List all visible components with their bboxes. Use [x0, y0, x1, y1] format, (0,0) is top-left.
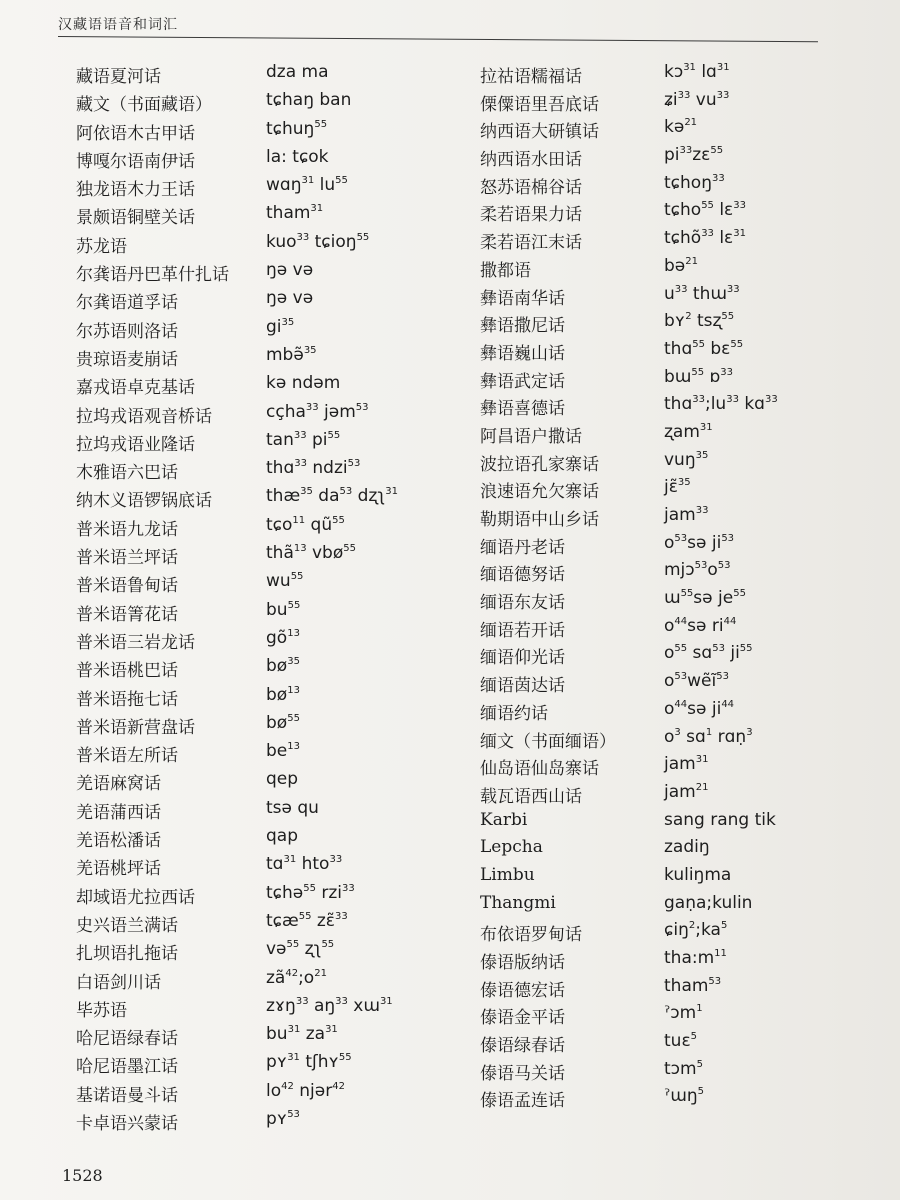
lexicon-entry: [58, 515, 458, 543]
word-form: $thɑ^{33};lu^{33}$ kɑ$^{33}$: [664, 394, 778, 415]
word-form: bʏ$^2$ tsʐ$^{55}$: [664, 311, 735, 332]
lexicon-entry: [478, 422, 878, 450]
language-name: 载瓦语西山话: [480, 786, 582, 807]
word-form: wɑŋ$^{31}$ $lu^{55}$: [266, 175, 348, 196]
language-name: 史兴语兰满话: [76, 915, 178, 936]
word-form: $o^{53}sə$ $ji^{53}$: [664, 532, 735, 553]
lexicon-entry: [478, 976, 878, 1004]
lexicon-entry: [58, 769, 458, 797]
language-name: 纳西语水田话: [480, 150, 582, 171]
word-form: ˀɯŋ$^5$: [664, 1086, 704, 1107]
word-form: zadiŋ: [664, 837, 710, 858]
language-name: 阿昌语户撒话: [480, 426, 582, 447]
language-name: 波拉语孔家寨话: [480, 454, 599, 475]
lexicon-entry: [58, 90, 458, 118]
lexicon-entry: [478, 1031, 878, 1059]
lexicon-entry: [478, 339, 878, 367]
language-name: 哈尼语绿春话: [76, 1029, 178, 1050]
word-form: bɯ$^{55}$ ɒ$^{33}$: [664, 366, 734, 387]
word-form: ŋə və: [266, 260, 314, 281]
language-name: 羌语桃坪话: [76, 859, 161, 880]
word-form: tɕhuŋ$^{55}$: [266, 118, 328, 139]
word-form: pʏ$^{53}$: [266, 1108, 300, 1129]
word-form: pʏ$^{31}$ tʃhʏ$^{55}$: [266, 1052, 352, 1073]
lexicon-entry: [58, 826, 458, 854]
language-name: 拉祜语糯福话: [480, 67, 582, 87]
language-name: Thangmi: [480, 892, 556, 913]
lexicon-entry: [478, 810, 878, 838]
language-name: 却域语尤拉西话: [76, 887, 195, 908]
lexicon-entry: [478, 643, 878, 671]
lexicon-entry: [58, 628, 458, 656]
word-form: thɑ$^{33}$ ndzi$^{53}$: [266, 458, 361, 479]
word-form: sang rang tik: [664, 809, 776, 830]
word-form: $mjɔ^{53}o^{53}$: [664, 560, 731, 581]
lexicon-entry: [58, 656, 458, 684]
lexicon-entry: [58, 600, 458, 628]
lexicon-entry: [478, 367, 878, 395]
language-name: 拉坞戎语观音桥话: [76, 406, 212, 427]
language-name: 浪速语允欠寨话: [480, 482, 599, 503]
language-name: 普米语三岩龙话: [76, 632, 195, 653]
language-name: 普米语左所话: [76, 746, 178, 767]
lexicon-entry: [478, 699, 878, 727]
lexicon-entry: [478, 1003, 878, 1031]
word-form: jam$^{31}$: [664, 754, 709, 775]
language-name: 阿依语木古甲话: [76, 123, 195, 144]
lexicon-entry: [58, 430, 458, 458]
lexicon-entry: [478, 782, 878, 810]
word-form: tɕhõ$^{33}$ lɛ$^{31}$: [664, 228, 746, 249]
language-name: Limbu: [480, 864, 535, 885]
lexicon-entry: [58, 911, 458, 939]
lexicon-entry: [58, 939, 458, 967]
word-form: jam$^{21}$: [664, 781, 709, 802]
word-form: $pi^{33}zɛ^{55}$: [664, 145, 724, 166]
word-form: $tha:m^{11}$: [664, 948, 727, 968]
language-name: 缅语德努话: [480, 565, 565, 586]
word-form: $o^{53}wẽĩ^{53}$: [664, 671, 729, 692]
header-rule: [58, 36, 818, 42]
lexicon-entry: [478, 145, 878, 173]
language-name: 普米语兰坪话: [76, 548, 178, 569]
lexicon-entry: [478, 200, 878, 228]
word-form: qap: [266, 826, 298, 847]
lexicon-entry: [58, 1052, 458, 1080]
language-name: 普米语拖七话: [76, 689, 178, 710]
lexicon-entry: [478, 616, 878, 644]
word-form: bə$^{21}$: [664, 255, 698, 276]
lexicon-entry: [478, 865, 878, 893]
word-form: tɕo$^{11}$ $qũ^{55}$: [266, 514, 345, 535]
lexicon-entry: [478, 284, 878, 312]
language-name: 缅语约话: [480, 703, 548, 724]
word-form: $gi^{35}$: [266, 316, 295, 337]
word-form: $wu^{55}$: [266, 571, 304, 592]
lexicon-entry: [58, 854, 458, 882]
language-name: 缅语若开话: [480, 620, 565, 641]
lexicon-entry: [58, 203, 458, 231]
lexicon-entry: [58, 317, 458, 345]
lexicon-entry: [478, 62, 878, 90]
language-name: 彝语巍山话: [480, 343, 565, 364]
language-name: 纳木义语锣锅底话: [76, 491, 212, 512]
lexicon-entry: [478, 450, 878, 478]
language-name: 布依语罗甸话: [480, 925, 582, 946]
language-name: 独龙语木力王话: [76, 180, 195, 201]
lexicon-entry: [58, 1081, 458, 1109]
language-name: 勒期语中山乡话: [480, 510, 599, 530]
lexicon-entry: [58, 968, 458, 996]
lexicon-entry: [478, 228, 878, 256]
language-name: 景颇语铜壁关话: [76, 208, 195, 229]
lexicon-entry: [58, 345, 458, 373]
word-form: ʑi$^{33}$ $vu^{33}$: [664, 89, 730, 110]
word-form: tɔm$^5$: [664, 1058, 703, 1079]
lexicon-entry: [478, 948, 878, 976]
language-name: 羌语麻窝话: [76, 774, 161, 795]
language-name: 纳西语大研镇话: [480, 122, 599, 143]
word-form: $u^{33}$ thɯ$^{33}$: [664, 283, 740, 304]
language-name: 傈僳语里吾底话: [480, 94, 599, 115]
lexicon-entry: [58, 798, 458, 826]
language-name: 缅语东友话: [480, 593, 565, 614]
lexicon-entry: [58, 175, 458, 203]
word-form: $o^{44}sə$ $ji^{44}$: [664, 698, 735, 719]
language-name: 博嘎尔语南伊话: [76, 151, 195, 172]
word-form: tham$^{31}$: [266, 203, 324, 224]
word-form: $o^3$ sɑ$^1$ rɑṇ$^3$: [664, 726, 753, 747]
word-form: mbə̃$^{35}$: [266, 344, 317, 365]
word-form: kuo$^{33}$ tɕioŋ$^{55}$: [266, 231, 370, 252]
language-name: 柔若语江末话: [480, 233, 582, 254]
word-form: jam$^{33}$: [664, 505, 709, 525]
language-name: 傣语绿春话: [480, 1036, 565, 1057]
language-name: 嘉戎语卓克基话: [76, 378, 195, 399]
language-name: 彝语撒尼话: [480, 316, 565, 337]
lexicon-entry: [478, 671, 878, 699]
language-name: 彝语喜德话: [480, 399, 565, 420]
word-form: kuliŋma: [664, 864, 732, 885]
word-form: $bu^{55}$: [266, 599, 301, 620]
lexicon-entry: [58, 147, 458, 175]
language-name: 基诺语曼斗话: [76, 1085, 178, 1106]
lexicon-entry: [478, 837, 878, 865]
language-name: 缅语仰光话: [480, 648, 565, 669]
language-name: 尔苏语则洛话: [76, 321, 178, 342]
language-name: 白语剑川话: [76, 972, 161, 993]
language-name: 普米语新营盘话: [76, 717, 195, 738]
language-name: 缅语丹老话: [480, 537, 565, 558]
lexicon-entry: [58, 62, 458, 90]
language-name: 普米语九龙话: [76, 519, 178, 540]
word-form: ŋə və: [266, 288, 314, 309]
word-form: ʐam$^{31}$: [664, 421, 713, 442]
language-name: 苏龙语: [76, 236, 127, 257]
word-form: tɕhə$^{55}$ rzi$^{33}$: [266, 882, 355, 903]
language-name: 仙岛语仙岛寨话: [480, 759, 599, 780]
word-form: cçha$^{33}$ jəm$^{53}$: [266, 401, 369, 422]
word-form: $lo^{42}$ njər$^{42}$: [266, 1080, 345, 1101]
word-form: $o^{55}$ sɑ$^{53}$ $ji^{55}$: [664, 643, 753, 664]
lexicon-entry: [478, 505, 878, 533]
lexicon-entry: [58, 741, 458, 769]
language-name: 木雅语六巴话: [76, 463, 178, 484]
lexicon-entry: [478, 893, 878, 921]
word-form: tuɛ$^5$: [664, 1031, 698, 1052]
lexicon-entry: [58, 232, 458, 260]
lexicon-entry: [58, 260, 458, 288]
language-name: 卡卓语兴蒙话: [76, 1113, 178, 1134]
lexicon-entry: [58, 996, 458, 1024]
lexicon-entry: [478, 920, 878, 948]
lexicon-entry: [58, 883, 458, 911]
language-name: 毕苏语: [76, 1000, 127, 1021]
word-form: kə$^{21}$: [664, 117, 698, 138]
language-name: 怒苏语棉谷话: [480, 177, 582, 198]
language-name: 藏文（书面藏语）: [76, 95, 212, 116]
language-name: 傣语金平话: [480, 1008, 565, 1029]
word-form: tɕhaŋ ban: [266, 90, 352, 111]
word-form: $gõ^{13}$: [266, 627, 300, 648]
word-form: və$^{55}$ ʐʅ$^{55}$: [266, 939, 335, 960]
word-form: $be^{13}$: [266, 741, 300, 762]
lexicon-entry: [58, 685, 458, 713]
word-form: $o^{44}sə$ $ri^{44}$: [664, 615, 737, 636]
lexicon-entry: [478, 560, 878, 588]
language-name: 傣语德宏话: [480, 980, 565, 1001]
word-form: la: tɕok: [266, 146, 329, 167]
lexicon-entry: [58, 373, 458, 401]
lexicon-entry: [58, 288, 458, 316]
lexicon-entry: [478, 1059, 878, 1087]
language-name: Lepcha: [480, 837, 543, 858]
word-form: kɔ$^{31}$ lɑ$^{31}$: [664, 62, 730, 82]
word-form: gaṇa;kulin: [664, 892, 753, 913]
word-form: vuŋ$^{35}$: [664, 449, 709, 470]
running-header: 汉藏语语音和词汇: [58, 17, 178, 33]
language-name: 傣语马关话: [480, 1063, 565, 1084]
language-name: 普米语鲁甸话: [76, 576, 178, 597]
word-form: tham$^{53}$: [664, 975, 722, 996]
lexicon-entry: [58, 571, 458, 599]
word-form: zɤŋ$^{33}$ $aŋ^{33}$ xɯ$^{31}$: [266, 995, 393, 1016]
language-name: 哈尼语墨江话: [76, 1057, 178, 1078]
lexicon-entry: [58, 1109, 458, 1137]
word-form: kə ndəm: [266, 373, 341, 394]
word-form: $bu^{31}$ $za^{31}$: [266, 1024, 338, 1045]
lexicon-entry: [58, 1024, 458, 1052]
language-name: 柔若语果力话: [480, 205, 582, 226]
lexicon-entry: [478, 588, 878, 616]
lexicon-entry: [478, 394, 878, 422]
language-name: 撒都语: [480, 260, 531, 281]
lexicon-entry: [478, 256, 878, 284]
language-name: 拉坞戎语业隆话: [76, 434, 195, 455]
word-form: tɕhoŋ$^{33}$: [664, 172, 725, 193]
word-form: dza ma: [266, 62, 329, 82]
language-name: 羌语松潘话: [76, 831, 161, 852]
word-form: $ɕiŋ^2;ka^5$: [664, 920, 728, 941]
word-form: ˀɔm$^1$: [664, 1003, 703, 1024]
language-name: 普米语箐花话: [76, 604, 178, 625]
left-column: [58, 62, 458, 1137]
word-form: ɯ$^{55}$sə $je^{55}$: [664, 588, 746, 609]
word-form: jɛ̃$^{35}$: [664, 477, 691, 498]
word-form: qep: [266, 769, 299, 790]
word-form: $\tan^{33} pi^{55}$: [266, 429, 341, 450]
word-form: thæ$^{35}$ $da^{53}$ dʐʅ$^{31}$: [266, 486, 398, 507]
lexicon-entry: [58, 543, 458, 571]
lexicon-entry: [58, 486, 458, 514]
language-name: 缅语茵达话: [480, 676, 565, 697]
lexicon-entry: [478, 533, 878, 561]
language-name: 尔龚语丹巴革什扎话: [76, 265, 229, 286]
word-form: thɑ$^{55}$ bɛ$^{55}$: [664, 338, 744, 359]
word-form: $bø^{13}$: [266, 684, 300, 705]
lexicon-entry: [58, 713, 458, 741]
language-name: 彝语南华话: [480, 288, 565, 309]
page-number: 1528: [62, 1166, 103, 1185]
language-name: 尔龚语道孚话: [76, 293, 178, 314]
lexicon-entry: [478, 754, 878, 782]
language-name: 彝语武定话: [480, 371, 565, 392]
language-name: 扎坝语扎拖话: [76, 944, 178, 965]
language-name: 傣语孟连话: [480, 1091, 565, 1112]
lexicon-entry: [478, 90, 878, 118]
lexicon-entry: [478, 173, 878, 201]
lexicon-entry: [478, 477, 878, 505]
word-form: tɕho$^{55}$ lɛ$^{33}$: [664, 200, 746, 221]
lexicon-entry: [58, 458, 458, 486]
lexicon-entry: [478, 117, 878, 145]
language-name: 羌语蒲西话: [76, 802, 161, 823]
language-name: 藏语夏河话: [76, 67, 161, 87]
word-form: tsə qu: [266, 797, 319, 818]
word-form: $bø^{35}$: [266, 656, 300, 677]
word-form: tɕæ$^{55}$ zɛ̃$^{33}$: [266, 910, 348, 931]
language-name: 傣语版纳话: [480, 953, 565, 973]
right-column: [478, 62, 878, 1114]
lexicon-entry: [58, 119, 458, 147]
word-form: $bø^{55}$: [266, 712, 300, 733]
language-name: Karbi: [480, 809, 528, 830]
lexicon-entry: [58, 402, 458, 430]
lexicon-entry: [478, 1086, 878, 1114]
word-form: $zã^{42};o^{21}$: [266, 967, 327, 988]
lexicon-entry: [478, 727, 878, 755]
lexicon-entry: [478, 311, 878, 339]
language-name: 缅文（书面缅语）: [480, 731, 616, 752]
word-form: tɑ$^{31}$ hto$^{33}$: [266, 854, 343, 875]
language-name: 贵琼语麦崩话: [76, 349, 178, 370]
word-form: thã$^{13}$ vbø$^{55}$: [266, 543, 356, 564]
language-name: 普米语桃巴话: [76, 661, 178, 682]
